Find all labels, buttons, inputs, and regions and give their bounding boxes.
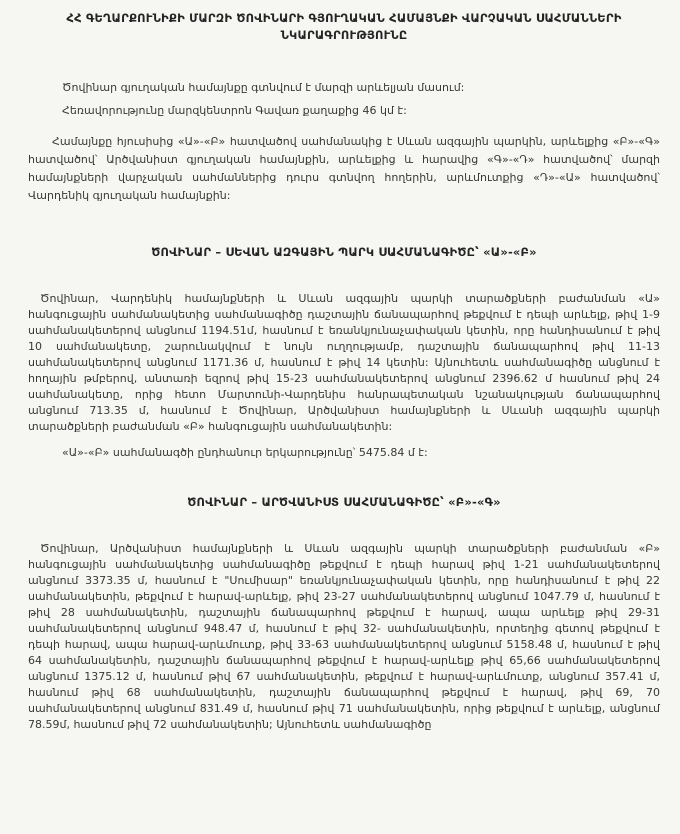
intro-paragraph-borders: Համայնքը հյուսիսից «Ա»-«Բ» հատվածով սահմանակից է Սևան ազգային պարկին, արևելքից «Բ»-«Գ» հատվածով՝ Արծվանիստ գյուղական համայնքին, արևելքից և հարավից «Գ»-«Դ» հատվածով՝ մարզի համայնքների վարչական սահմաններից դուրս գտնվող հողերին, արևմուտքից «Դ»-«Ա» հատվածով՝ Վարդենիկ գյուղական համայնքին: <box>28 135 660 202</box>
section-total-length-a-b: «Ա»-«Բ» սահմանագծի ընդհանուր երկարությունը՝ 5475.84 մ է: <box>62 446 428 459</box>
section-body-sevan-park: Ծովինար, Վարդենիկ համայնքների և Սևան ազգային պարկի տարածքների բաժանման «Ա» հանգուցային սահմանակետից սահմանագիծը դաշտային ճանապարհով թեքվում է դեպի արևելք, թիվ 1-9 սահմանակետերով անցնում 1194.51մ, հասնում է եռանկյունաչափական կետին, որը հանդիսանում է թիվ 10 սահմանակետը, շարունակվում է նույն ուղղությամբ, դաշտային ճանապարհով թիվ 11-13 սահմանակետերով անցնում 1171.36 մ, հասնում է թիվ 14 կետին: Այնուհետև սահմանագիծը անցնում է հողային թմբերով, անտառի եզրով թիվ 15-23 սահմանակետերով անցնում 2396.62 մ հասնում թիվ 24 սահմանակետը, որից հետո Մարտունի-Վարդենիս հանրապետական նշանակության ճանապարհով անցնում 713.35 մ, հասնում է Ծովինար, Արծվանիստ համայնքների և Սևանի ազգային պարկի տարածքների բաժանման «Բ» հանգուցային սահմանակետին: <box>28 292 660 433</box>
section-heading-sevan-park: ԾՈՎԻՆԱՐ – ՍԵՎԱՆ ԱԶԳԱՅԻՆ ՊԱՐԿ ՍԱՀՄԱՆԱԳԻԾԸ՝ «Ա»-«Բ» <box>151 245 537 259</box>
section-body-artsvanist: Ծովինար, Արծվանիստ համայնքների և Սևան ազգային պարկի տարածքների բաժանման «Բ» հանգուցային սահմանակետից սահմանագիծը թեքվում է դեպի հարավ թիվ 1-21 սահմանակետերով անցնում 3373.35 մ, հասնում է "Սումիսար" եռանկյունաչափական կետին, որը հանդիսանում է թիվ 22 սահմանակետին, թեքվում է հարավ-արևելք, թիվ 23-27 սահմանակետերով անցնում 1047.79 մ, հասնում է թիվ 28 սահմանակետին, դաշտային ճանապարհով թեքվում է հարավ, ապա արևելք թիվ 29-31 սահմանակետերով անցնում 948.47 մ, հասնում է թիվ 32- սահմանակետին, որտեղից գետով թեքվում է դեպի հարավ, ապա հարավ-արևմուտք, թիվ 33-63 սահմանակետերով անցնում 5158.48 մ, հասնում է թիվ 64 սահմանակետին, դաշտային ճանապարհով թեքվում է հարավ-արևելք թիվ 65,66 սահմանակետերով անցնում 1375.12 մ, հասնում թիվ 67 սահմանակետին, թեքվում է հարավ-արևմուտք, անցնում 357.41 մ, հասնում թիվ 68 սահմանակետին, դաշտային ճանապարհով թեքվում է հարավ, թիվ 69, 70 սահմանակետերով անցնում 831.49 մ, հասնում թիվ 71 սահմանակետին, որից թեքվում է արևելք, անցնում 78.59մ, հասնում թիվ 72 սահմանակետին; Այնուհետև սահմանագիծը <box>28 542 660 731</box>
intro-paragraph-location: Ծովինար գյուղական համայնքը գտնվում է մարզի արևելյան մասում: <box>62 81 465 94</box>
document-title: ՀՀ ԳԵՂԱՐՔՈՒՆԻՔԻ ՄԱՐԶԻ ԾՈՎԻՆԱՐԻ ԳՅՈՒՂԱԿԱՆ ՀԱՄԱՅՆՔԻ ՎԱՐՉԱԿԱՆ ՍԱՀՄԱՆՆԵՐԻ ՆԿԱՐԱԳՐՈՒԹՅՈՒՆԸ <box>66 11 622 42</box>
intro-paragraph-distance: Հեռավորությունը մարզկենտրոն Գավառ քաղաքից 46 կմ է: <box>62 104 407 117</box>
section-heading-artsvanist: ԾՈՎԻՆԱՐ – ԱՐԾՎԱՆԻՍՏ ՍԱՀՄԱՆԱԳԻԾԸ՝ «Բ»-«Գ» <box>187 495 501 509</box>
